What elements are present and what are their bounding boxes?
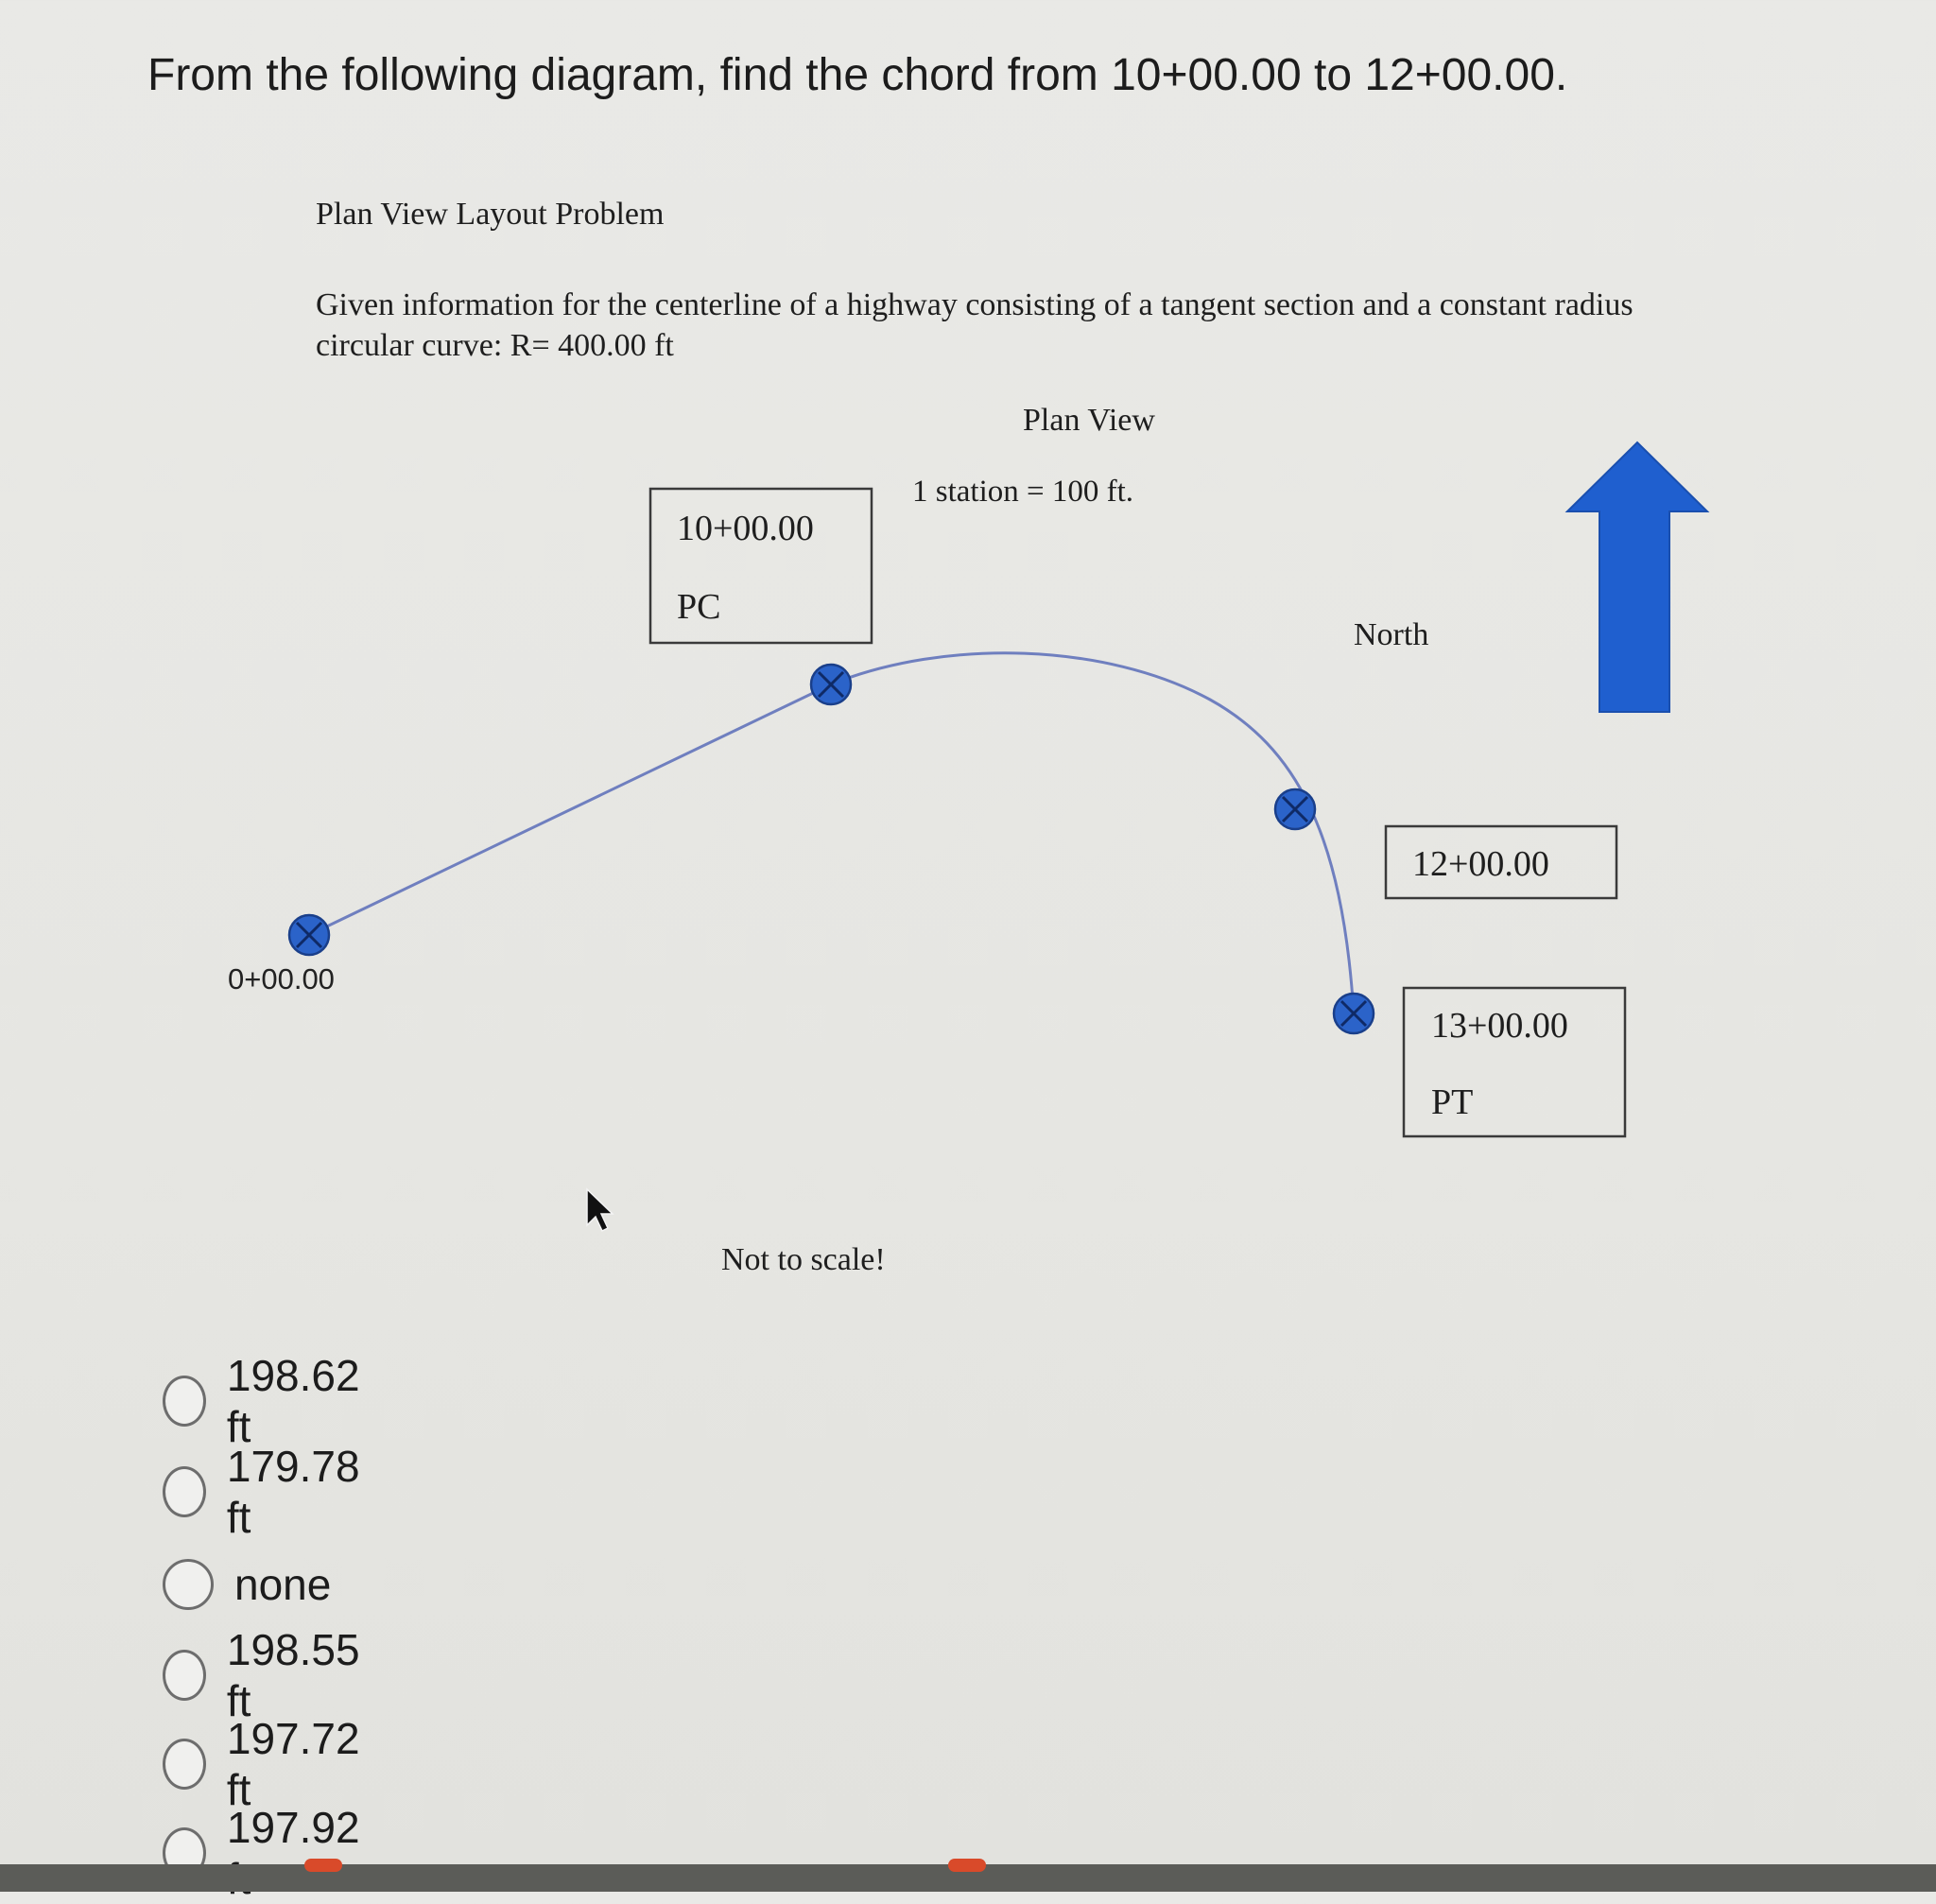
pt-label: PT: [1431, 1082, 1474, 1122]
taskbar-indicator: [948, 1859, 986, 1872]
not-to-scale-note: Not to scale!: [721, 1242, 886, 1277]
given-info-line-2: circular curve: R= 400.00 ft: [316, 328, 674, 363]
option-5[interactable]: [163, 1714, 368, 1814]
pc-point-marker: [811, 665, 851, 704]
question-text: From the following diagram, find the chord from 10+00.00 to 12+00.00.: [147, 50, 1568, 100]
pt-station-label: 13+00.00: [1431, 1006, 1568, 1046]
option-1[interactable]: [163, 1351, 368, 1451]
circular-curve: [831, 653, 1354, 1013]
tangent-line: [309, 684, 831, 935]
radio-button-icon[interactable]: [163, 1376, 206, 1427]
mid-station-label: 12+00.00: [1412, 844, 1549, 884]
start-station-label: 0+00.00: [228, 962, 335, 995]
plan-view-title: Plan View: [1023, 403, 1155, 438]
option-label: 198.62 ft: [226, 1351, 360, 1451]
radio-button-icon[interactable]: [163, 1559, 214, 1610]
option-label: 197.92: [226, 1803, 360, 1852]
radio-button-icon[interactable]: [163, 1739, 206, 1790]
option-label: 179.78 ft: [226, 1442, 360, 1542]
bottom-taskbar: [0, 1864, 1936, 1892]
north-arrow-icon: [1567, 442, 1707, 712]
taskbar-indicator: [304, 1859, 342, 1872]
option-label: 197.72 ft: [226, 1714, 360, 1814]
mid-point-marker: [1275, 789, 1315, 829]
pc-label: PC: [677, 587, 721, 627]
option-3[interactable]: [163, 1556, 331, 1613]
option-2[interactable]: [163, 1442, 368, 1542]
scale-note: 1 station = 100 ft.: [912, 475, 1134, 509]
given-info-line-1: Given information for the centerline of a highway consisting of a tangent section and a constant radius: [316, 287, 1634, 322]
radio-button-icon[interactable]: [163, 1466, 206, 1517]
start-point-marker: [289, 915, 329, 955]
pc-station-label: 10+00.00: [677, 509, 814, 548]
diagram-heading: Plan View Layout Problem: [316, 197, 665, 232]
north-label: North: [1354, 617, 1429, 652]
option-label: 198.55 ft: [226, 1625, 360, 1725]
mouse-cursor-icon: [587, 1189, 613, 1231]
option-label: none: [234, 1560, 332, 1609]
radio-button-icon[interactable]: [163, 1650, 206, 1701]
pt-point-marker: [1334, 994, 1374, 1033]
option-4[interactable]: [163, 1625, 368, 1725]
